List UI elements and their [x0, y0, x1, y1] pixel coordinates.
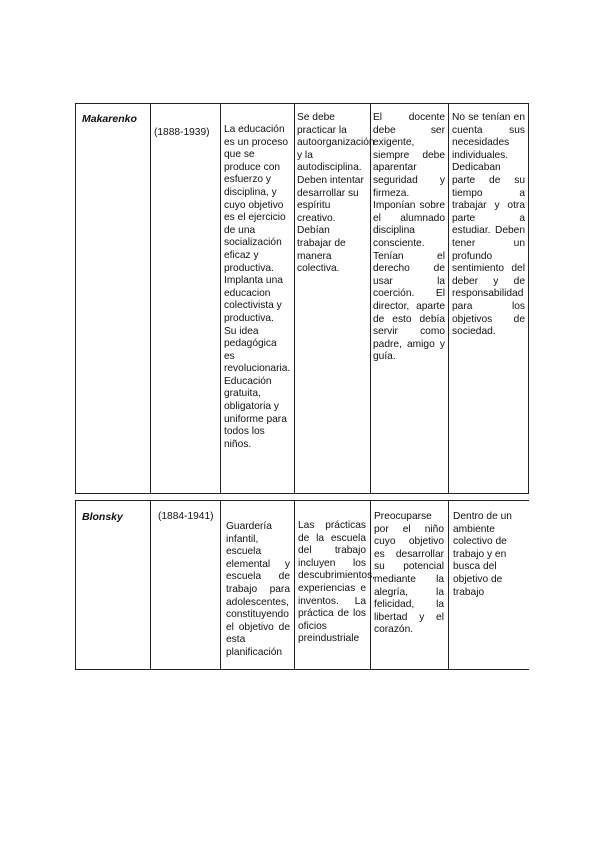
teacher-role: El docente debe ser exigente, siempre debe aparentar seguridad y firmeza. Imponían sobre el alumnado disciplina consciente. Tenían el derecho de usar la coerción. El director, aparte de esto debía servir como padre, amigo y guía. — [373, 112, 445, 363]
column-divider — [370, 501, 371, 669]
column-divider — [294, 104, 295, 493]
author-years: (1884-1941) — [158, 511, 214, 522]
makarenko-table — [75, 103, 529, 494]
author-name: Blonsky — [82, 511, 123, 523]
teacher-role: Preocuparse por el niño cuyo objetivo es desarrollar su potencial mediante la alegría, la felicidad, la libertad y el corazón. — [374, 511, 444, 636]
author-name: Makarenko — [82, 113, 137, 125]
blonsky-table — [75, 500, 529, 670]
student-needs: No se tenían en cuenta sus necesidades individuales. Dedicaban parte de su tiempo a trabajar y otra parte a estudiar. Deben tener un profundo sentimiento del deber y de responsabilidad para los objetivos de sociedad. — [452, 112, 525, 338]
column-divider — [150, 501, 151, 669]
column-divider — [220, 501, 221, 669]
column-divider — [448, 104, 449, 493]
column-divider — [150, 104, 151, 493]
column-divider — [370, 104, 371, 493]
concept-of-education: La educación es un proceso que se produce con esfuerzo y disciplina, y cuyo objetivo es el ejercicio de una socialización eficaz y productiva. Implanta una educacion colectivista y productiva. Su idea pedagógica es revolucionaria. Educación gratuita, obligatoria y uniforme para todos los niños. — [224, 124, 291, 450]
concept-of-education: Guardería infantil, escuela elemental y escuela de trabajo para adolescentes, constituyendo el objetivo de esta planificación — [226, 521, 290, 658]
column-divider — [448, 501, 449, 669]
column-divider — [220, 104, 221, 493]
student-role: Se debe practicar la autoorganización y la autodisciplina. Deben intentar desarrollar su espíritu creativo. Debían trabajar de manera colectiva. — [297, 112, 375, 275]
student-role: Las prácticas de la escuela del trabajo incluyen los descubrimientos, experiencias e inventos. La práctica de los oficios preindustriale — [298, 520, 376, 645]
author-years: (1888-1939) — [154, 127, 210, 138]
student-needs: Dentro de un ambiente colectivo de trabajo y en busca del objetivo de trabajo — [453, 511, 512, 598]
column-divider — [294, 501, 295, 669]
